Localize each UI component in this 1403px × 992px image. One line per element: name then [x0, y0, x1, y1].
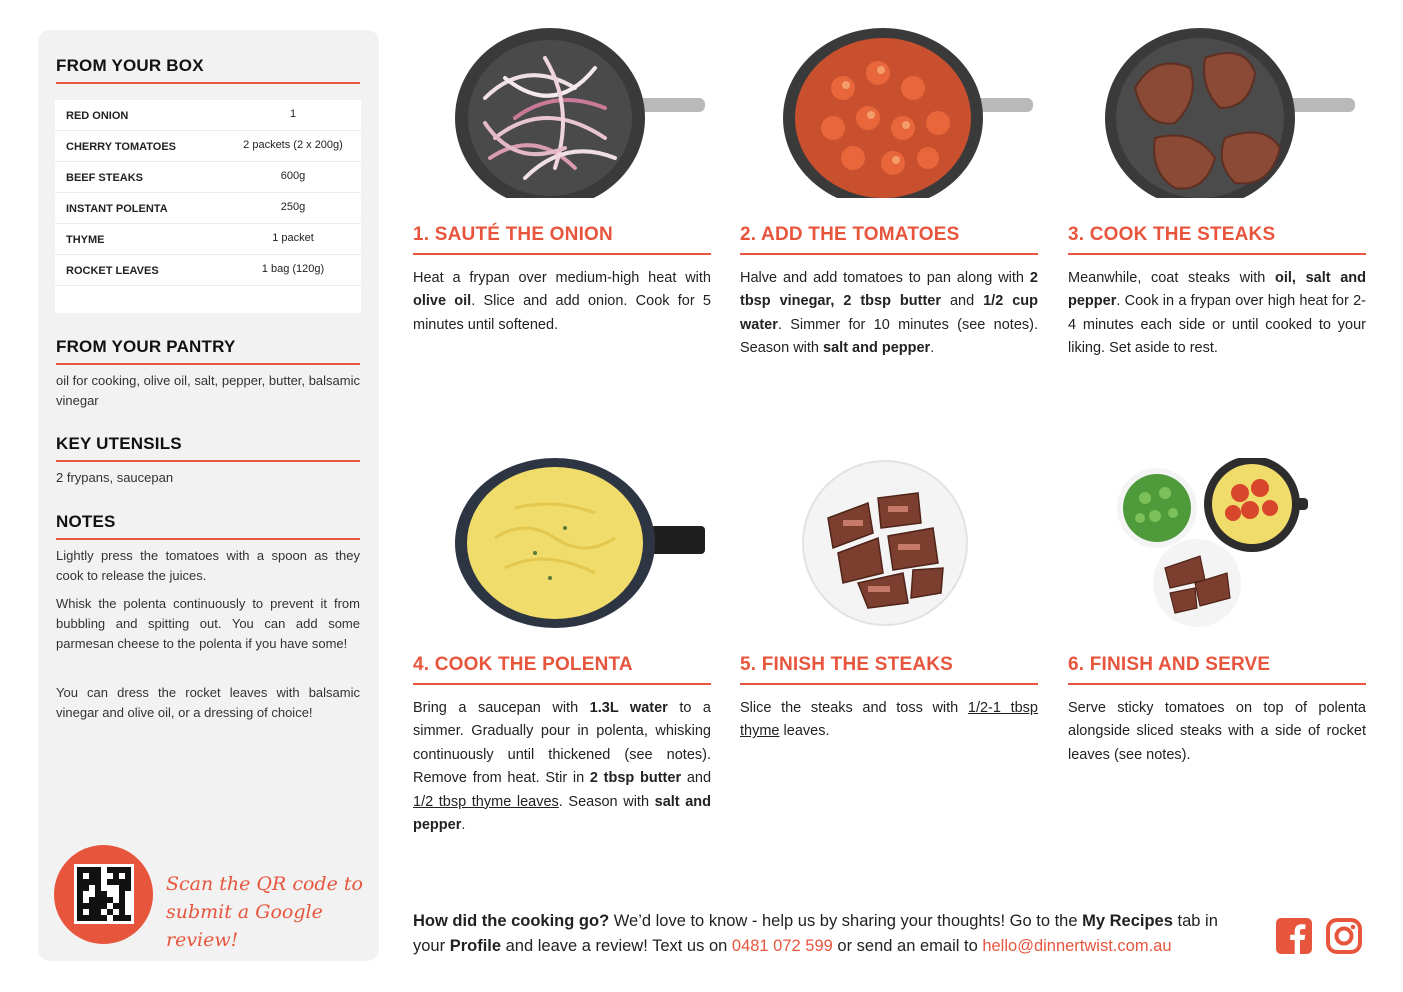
- note-3: You can dress the rocket leaves with balsamic vinegar and olive oil, or a dressing of choice!: [56, 685, 360, 720]
- step-2-title: 2. ADD THE TOMATOES: [740, 224, 960, 245]
- ingredient-qty: 1 packet: [272, 232, 314, 244]
- pantry-text: oil for cooking, olive oil, salt, pepper, butter, balsamic vinegar: [56, 373, 360, 408]
- table-row: [55, 100, 361, 131]
- ingredient-name: BEEF STEAKS: [66, 172, 144, 184]
- note-2: Whisk the polenta continuously to prevent it from bubbling and spitting out. You can add some parmesan cheese to the polenta if you have some!: [56, 596, 360, 651]
- utensils-heading: KEY UTENSILS: [56, 434, 182, 453]
- step-rule: [1068, 683, 1366, 685]
- sliced-steak-plate-icon: [783, 458, 1033, 628]
- serving-bowls-icon: [1105, 458, 1355, 628]
- onion-pan-icon: [455, 28, 705, 198]
- bold-text: How did the cooking go?: [413, 912, 610, 930]
- ingredient-name: INSTANT POLENTA: [66, 203, 168, 215]
- facebook-icon[interactable]: [1276, 918, 1312, 954]
- bold-text: 1/2 cup water: [740, 293, 1039, 333]
- note-1: Lightly press the tomatoes with a spoon as they cook to release the juices.: [56, 548, 360, 583]
- step-rule: [740, 253, 1038, 255]
- underlined-text: 1/2-1 tbsp thyme: [740, 700, 1038, 740]
- from-your-box-heading: FROM YOUR BOX: [56, 56, 204, 75]
- bold-text: salt and pepper: [823, 340, 931, 357]
- step-rule: [413, 683, 711, 685]
- step-rule: [740, 683, 1038, 685]
- step-1-text: Heat a frypan over medium-high heat with olive oil. Slice and add onion. Cook for 5 minutes until softened.: [413, 270, 711, 333]
- step-1-title: 1. SAUTÉ THE ONION: [413, 224, 613, 245]
- bold-text: salt and pepper: [413, 793, 711, 834]
- bold-text: oil, salt and pepper: [1068, 270, 1367, 310]
- notes-heading: NOTES: [56, 512, 116, 531]
- pantry-heading: FROM YOUR PANTRY: [56, 337, 236, 356]
- qr-code-badge[interactable]: [54, 845, 153, 944]
- step-4-title: 4. COOK THE POLENTA: [413, 654, 633, 675]
- utensils-text: 2 frypans, saucepan: [56, 470, 174, 485]
- step-4-text: Bring a saucepan with 1.3L water to a simmer. Gradually pour in polenta, whisking continuously until thickened (see notes). Remove from heat. Stir in 2 tbsp butter and 1/2 tbsp thyme leaves. Season with salt and pepper.: [413, 700, 712, 834]
- heading-rule: [56, 460, 360, 462]
- ingredient-qty: 1: [289, 108, 297, 120]
- sidebar: [38, 30, 379, 961]
- heading-rule: [56, 538, 360, 540]
- table-row: [55, 162, 361, 193]
- highlight-text[interactable]: hello@dinnertwist.com.au: [982, 937, 1172, 955]
- step-5-text: Slice the steaks and toss with 1/2-1 tbsp thyme leaves.: [740, 700, 1038, 740]
- step-2-text: Halve and add tomatoes to pan along with 2 tbsp vinegar, 2 tbsp butter and 1/2 cup water. Simmer for 10 minutes (see notes). Season with salt and pepper.: [740, 270, 1039, 357]
- qr-prompt: [166, 870, 366, 954]
- qr-code-icon[interactable]: [74, 864, 134, 924]
- instagram-icon[interactable]: [1326, 918, 1362, 954]
- table-row: [55, 131, 361, 162]
- table-row: [55, 255, 361, 286]
- table-row: [55, 193, 361, 224]
- ingredient-qty: 250g: [280, 201, 306, 213]
- bold-text: 2 tbsp vinegar, 2 tbsp butter: [740, 270, 1038, 310]
- table-row: [55, 224, 361, 255]
- ingredient-name: RED ONION: [66, 110, 129, 122]
- qr-prompt-line-1: Scan the QR code to: [166, 873, 363, 895]
- step-5-title: 5. FINISH THE STEAKS: [740, 654, 954, 675]
- step-6-text: Serve sticky tomatoes on top of polenta alongside sliced steaks with a side of rocket leaves (see notes).: [1068, 700, 1366, 763]
- step-rule: [1068, 253, 1366, 255]
- step-3-title: 3. COOK THE STEAKS: [1068, 224, 1276, 245]
- bold-text: 2 tbsp butter: [589, 770, 682, 787]
- step-6-title: 6. FINISH AND SERVE: [1068, 654, 1271, 675]
- steak-pan-icon: [1105, 28, 1355, 198]
- ingredients-table: [55, 100, 361, 313]
- step-rule: [413, 253, 711, 255]
- bold-text: olive oil: [413, 293, 472, 310]
- qr-prompt-line-2: submit a Google review!: [166, 901, 323, 951]
- highlight-text[interactable]: 0481 072 599: [731, 937, 833, 955]
- tomato-pan-icon: [783, 28, 1033, 198]
- ingredient-name: THYME: [66, 234, 105, 246]
- heading-rule: [56, 82, 360, 84]
- ingredient-qty: 2 packets (2 x 200g): [243, 139, 343, 151]
- bold-text: 1.3L water: [589, 700, 668, 716]
- underlined-text: 1/2 tbsp thyme leaves: [413, 793, 559, 810]
- heading-rule: [56, 363, 360, 365]
- ingredient-name: ROCKET LEAVES: [66, 265, 159, 277]
- ingredient-name: CHERRY TOMATOES: [66, 141, 177, 153]
- polenta-saucepan-icon: [455, 458, 705, 628]
- bold-text: Profile: [449, 937, 502, 955]
- ingredient-qty: 600g: [280, 170, 306, 182]
- step-3-text: Meanwhile, coat steaks with oil, salt and pepper. Cook in a frypan over high heat for 2-4 minutes each side or until cooked to your liking. Set aside to rest.: [1068, 270, 1367, 357]
- ingredient-qty: 1 bag (120g): [261, 263, 325, 275]
- bold-text: My Recipes: [1082, 912, 1173, 930]
- review-footer: How did the cooking go? We’d love to know - help us by sharing your thoughts! Go to the My Recipes tab in your Profile and leave a review! Text us on 0481 072 599 or send an email to hello@dinnertwist.com.au: [413, 912, 1218, 955]
